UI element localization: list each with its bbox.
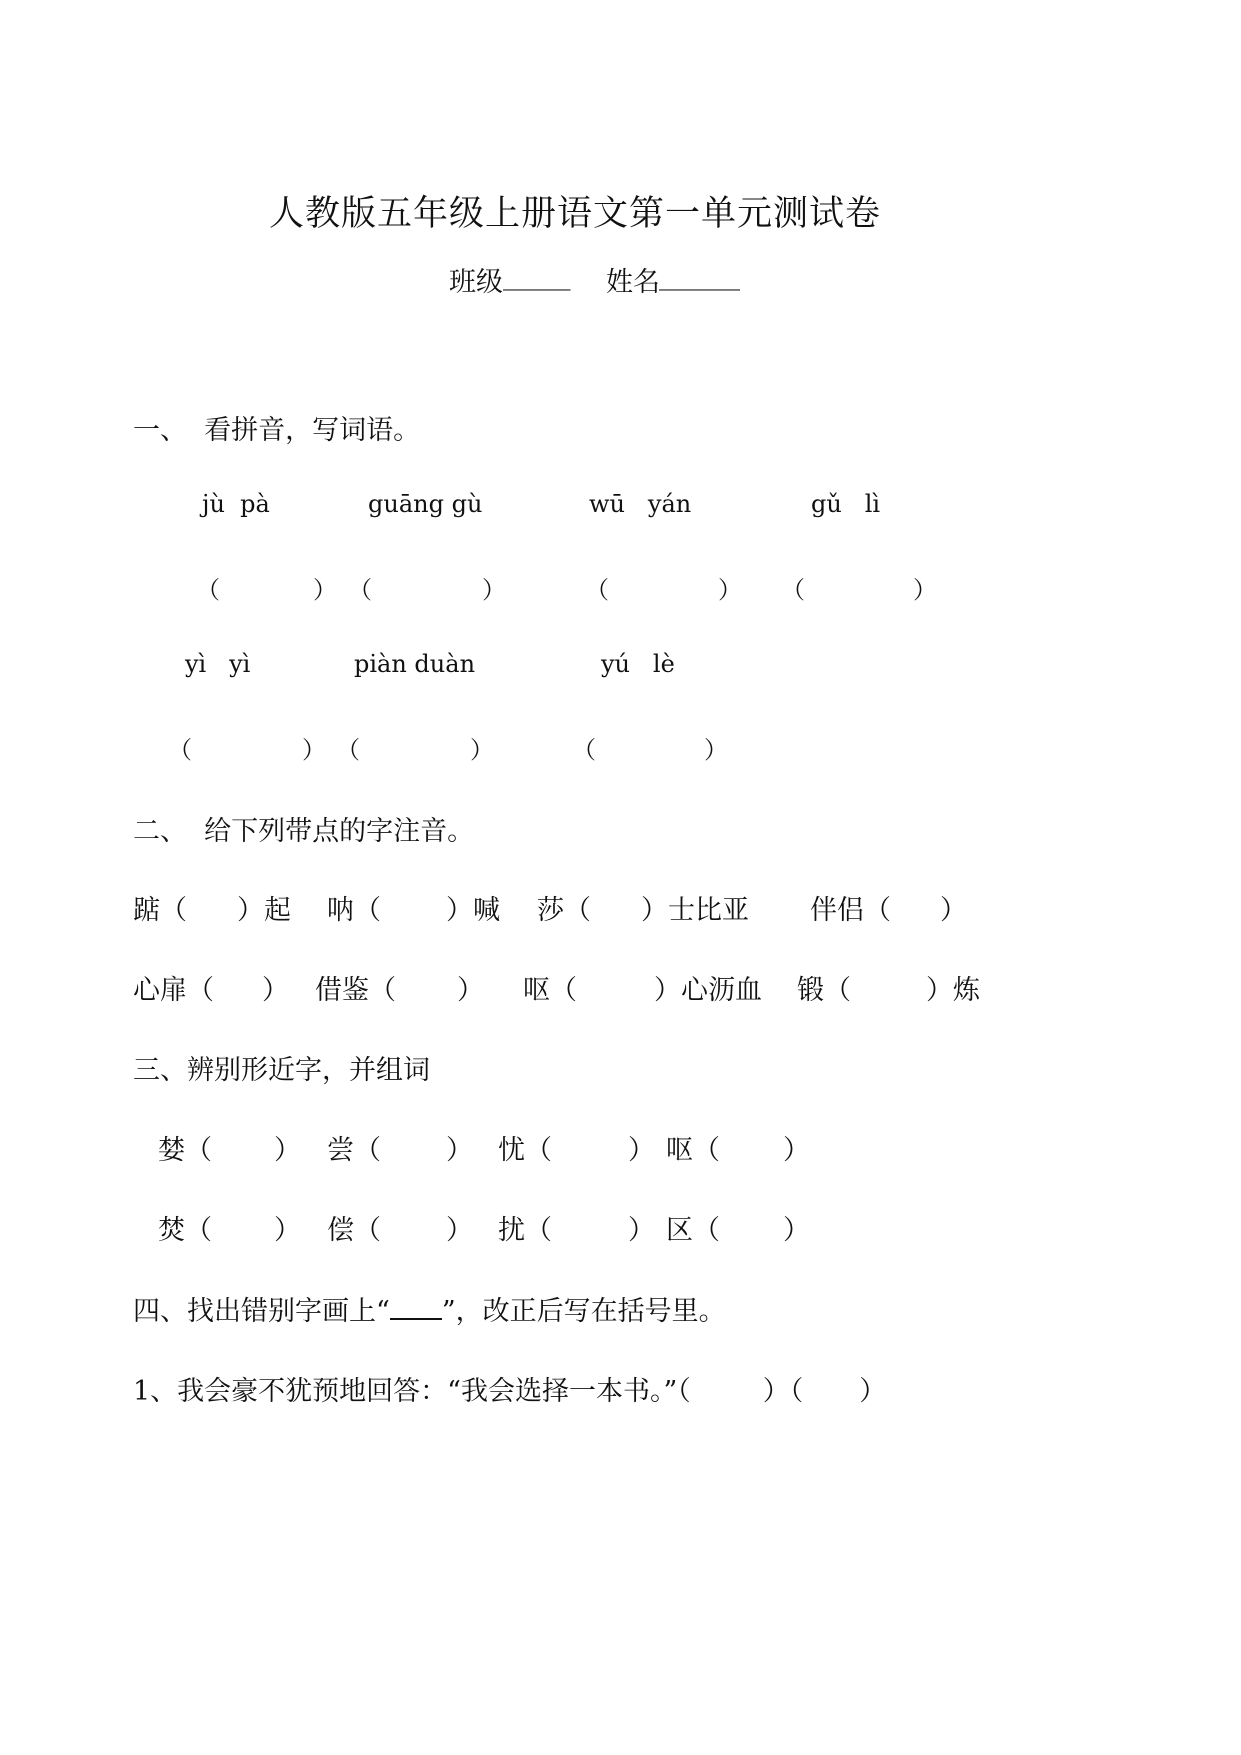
answer-paren-close: ） [470, 736, 494, 764]
answer-paren-close: ） [718, 576, 742, 604]
s3-item: ） [783, 1135, 810, 1166]
answer-paren-open: （ [781, 576, 805, 604]
section4-heading-pre: 四、找出错别字画上“ [133, 1296, 390, 1327]
s2-item: 心扉（ [133, 975, 214, 1006]
answer-paren-close: ） [704, 736, 728, 764]
s2-item: ） [940, 895, 967, 926]
answer-paren-close: ） [913, 576, 937, 604]
section3-heading: 三、辨别形近字，并组词 [133, 1055, 430, 1086]
section4-heading-post: ”，改正后写在括号里。 [441, 1296, 726, 1327]
answer-paren-open: （ [336, 736, 360, 764]
answer-paren-close: ） [302, 736, 326, 764]
s2-item: ）士比亚 [641, 895, 749, 926]
question-1 [133, 1369, 886, 1408]
s2-item: ） [457, 975, 484, 1006]
question-1-mid: ）（ [762, 1376, 804, 1407]
s2-item: 呐（ [327, 895, 381, 926]
name-blank: ______ [659, 260, 740, 291]
answer-paren-open: （ [196, 576, 220, 604]
class-label: 班级 [449, 267, 503, 298]
s3-item: 焚（ [158, 1215, 212, 1246]
s3-item: 婪（ [158, 1135, 212, 1166]
s2-item: ）喊 [446, 895, 500, 926]
s2-item: 莎（ [537, 895, 591, 926]
s2-item: 伴侣（ [810, 895, 891, 926]
s3-item: 区（ [666, 1215, 720, 1246]
pinyin-3: wū yán [589, 490, 692, 518]
pinyin-7: yú lè [601, 650, 675, 678]
section1-heading: 一、 看拼音，写词语。 [133, 415, 421, 446]
pinyin-2: guāng gù [368, 490, 483, 518]
s2-item: ）心沥血 [654, 975, 762, 1006]
s2-item: ）炼 [926, 975, 980, 1006]
name-label: 姓名 [606, 267, 660, 298]
s3-item: 偿（ [327, 1215, 381, 1246]
s2-item: 锻（ [797, 975, 851, 1006]
underline-sample [390, 1292, 442, 1320]
pinyin-4: gǔ lì [811, 490, 881, 518]
s3-item: ） [446, 1215, 473, 1246]
question-1-text: 1、我会豪不犹预地回答：“我会选择一本书。”（ [133, 1376, 691, 1407]
section4-heading [133, 1289, 726, 1328]
answer-paren-open: （ [168, 736, 192, 764]
s3-item: 呕（ [666, 1135, 720, 1166]
answer-paren-close: ） [482, 576, 506, 604]
s3-item: ） [628, 1215, 655, 1246]
pinyin-6: piàn duàn [354, 650, 476, 678]
section2-heading: 二、 给下列带点的字注音。 [133, 816, 475, 847]
s3-item: ） [628, 1135, 655, 1166]
s3-item: ） [446, 1135, 473, 1166]
s2-item: ） [262, 975, 289, 1006]
answer-paren-close: ） [313, 576, 337, 604]
s3-item: 尝（ [327, 1135, 381, 1166]
answer-paren-open: （ [572, 736, 596, 764]
s3-item: ） [274, 1135, 301, 1166]
class-blank: _____ [503, 260, 571, 291]
pinyin-5: yì yì [185, 650, 251, 678]
s2-item: 踮（ [133, 895, 187, 926]
s2-item: 呕（ [523, 975, 577, 1006]
answer-paren-open: （ [585, 576, 609, 604]
pinyin-1: jù pà [202, 490, 270, 518]
s3-item: ） [783, 1215, 810, 1246]
question-1-end: ） [859, 1376, 887, 1407]
s3-item: ） [274, 1215, 301, 1246]
s2-item: 借鉴（ [315, 975, 396, 1006]
s3-item: 忧（ [498, 1135, 552, 1166]
s3-item: 扰（ [498, 1215, 552, 1246]
answer-paren-open: （ [348, 576, 372, 604]
s2-item: ）起 [237, 895, 291, 926]
page-title: 人教版五年级上册语文第一单元测试卷 [269, 194, 882, 234]
